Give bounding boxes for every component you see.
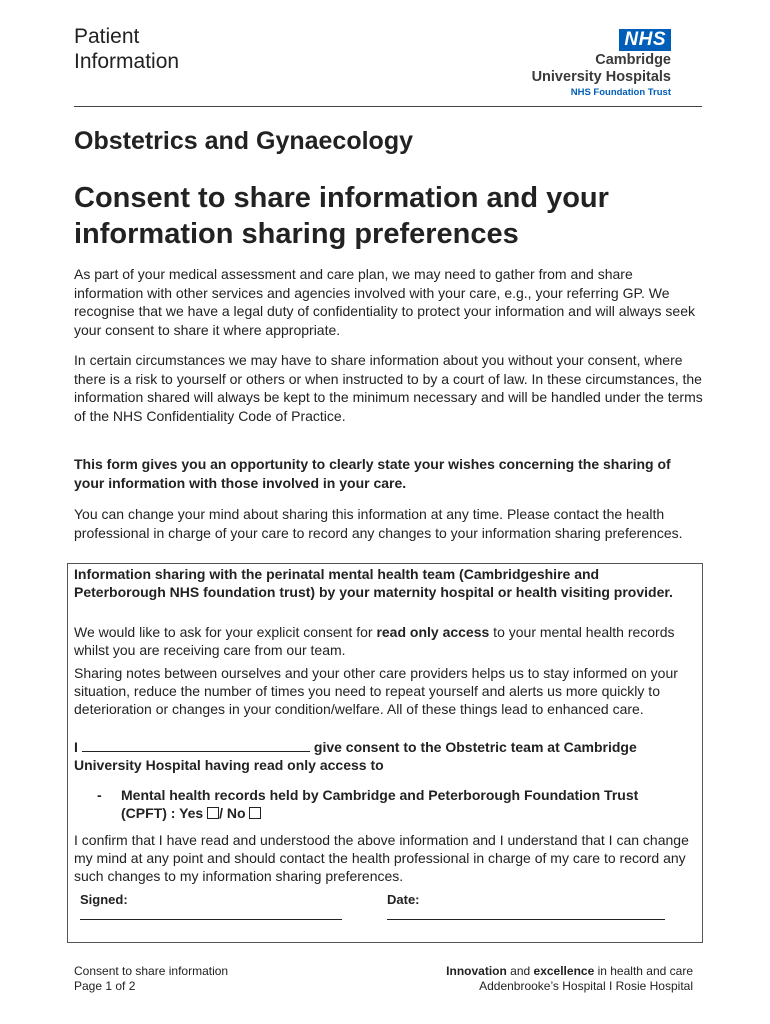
intro-paragraph-3: This form gives you an opportunity to clearly state your wishes concerning the sharing of your information with those involved in your care. (74, 456, 671, 491)
date-label: Date: (387, 892, 420, 907)
page-title (74, 180, 714, 252)
department-heading: Obstetrics and Gynaecology (74, 127, 413, 155)
consent-statement-line2: University Hospital having read only access to (74, 757, 384, 773)
footer-doc-name: Consent to share information (74, 964, 229, 978)
nhs-logo (511, 29, 671, 99)
footer-bold-innovation: Innovation (446, 964, 507, 978)
logo-org-line3: NHS Foundation Trust (570, 87, 671, 98)
consent-heading: Information sharing with the perinatal mental health team (Cambridgeshire and Peterborough NHS foundation trust) by your maternity hospital or health visiting provider. (74, 566, 673, 600)
nhs-logo-mark: NHS (619, 29, 671, 51)
footer-and: and (506, 964, 534, 978)
intro-paragraph-2: In certain circumstances we may have to share information about you without your consent, where there is a risk to yourself or others or when instructed to by a court of law. In these circumstances, the information shared will always be kept to the minimum necessary and will be handled under the terms of the NHS Confidentiality Code of Practice. (74, 352, 703, 425)
signature-field[interactable] (80, 918, 342, 920)
footer-left (74, 964, 228, 994)
footer-tagline (446, 964, 693, 979)
date-field[interactable] (387, 918, 665, 920)
consent-paragraph-2: Sharing notes between ourselves and your other care providers helps us to stay informed on your situation, reduce the number of times you need to repeat yourself and alerts us more quickly to deterioration or changes in your condition/welfare. All of these things lead to enhanced care. (74, 665, 678, 717)
signed-label: Signed: (80, 892, 128, 907)
consent-i: I (74, 739, 78, 755)
document-type-line1: Patient (74, 25, 140, 48)
intro-paragraph-1: As part of your medical assessment and care plan, we may need to gather from and share information with other services and agencies involved with your care, e.g., your referring GP. We recognise that we have a legal duty of confidentiality to protect your information and will always seek your consent to share it where appropriate. (74, 266, 696, 339)
footer-bold-excellence: excellence (533, 964, 595, 978)
consent-p1-after: to your mental health records whilst you are receiving care from our team. (74, 624, 675, 658)
no-checkbox[interactable] (249, 807, 261, 819)
consent-paragraph-1 (74, 623, 694, 659)
name-blank-field[interactable] (82, 739, 310, 752)
document-type (74, 24, 179, 74)
bullet-line2-prefix: (CPFT) : Yes (121, 805, 204, 821)
yes-checkbox[interactable] (207, 807, 219, 819)
page-title-line2: information sharing preferences (74, 218, 519, 250)
footer-hospitals: Addenbrooke’s Hospital I Rosie Hospital (479, 979, 693, 993)
logo-org-line2: University Hospitals (531, 69, 671, 85)
intro-paragraph-4: You can change your mind about sharing this information at any time. Please contact the health professional in charge of your care to record any changes to your information sharing preferences. (74, 506, 683, 541)
yes-no-separator: / No (219, 805, 246, 821)
footer-tagline-end: in health and care (594, 964, 693, 978)
header-divider (74, 106, 702, 107)
consent-p1-before: We would like to ask for your explicit consent for (74, 624, 377, 640)
confirm-paragraph: I confirm that I have read and understood the above information and I understand that I can change my mind at any point and should contact the health professional in charge of my care to record any such changes to my information sharing preferences. (74, 832, 689, 884)
document-type-line2: Information (74, 50, 180, 73)
records-bullet (74, 786, 694, 822)
consent-statement (74, 738, 694, 774)
footer-page-number: Page 1 of 2 (74, 979, 136, 993)
consent-p1-bold: read only access (376, 624, 490, 640)
footer-right (446, 964, 693, 994)
bullet-dash: - (97, 787, 102, 803)
logo-org-line1: Cambridge (595, 52, 671, 68)
page-title-line1: Consent to share information and your (74, 182, 609, 214)
bullet-line2 (121, 804, 694, 822)
bullet-line1: Mental health records held by Cambridge and Peterborough Foundation Trust (121, 787, 639, 803)
consent-statement-line1: give consent to the Obstetric team at Cambridge (313, 739, 637, 755)
